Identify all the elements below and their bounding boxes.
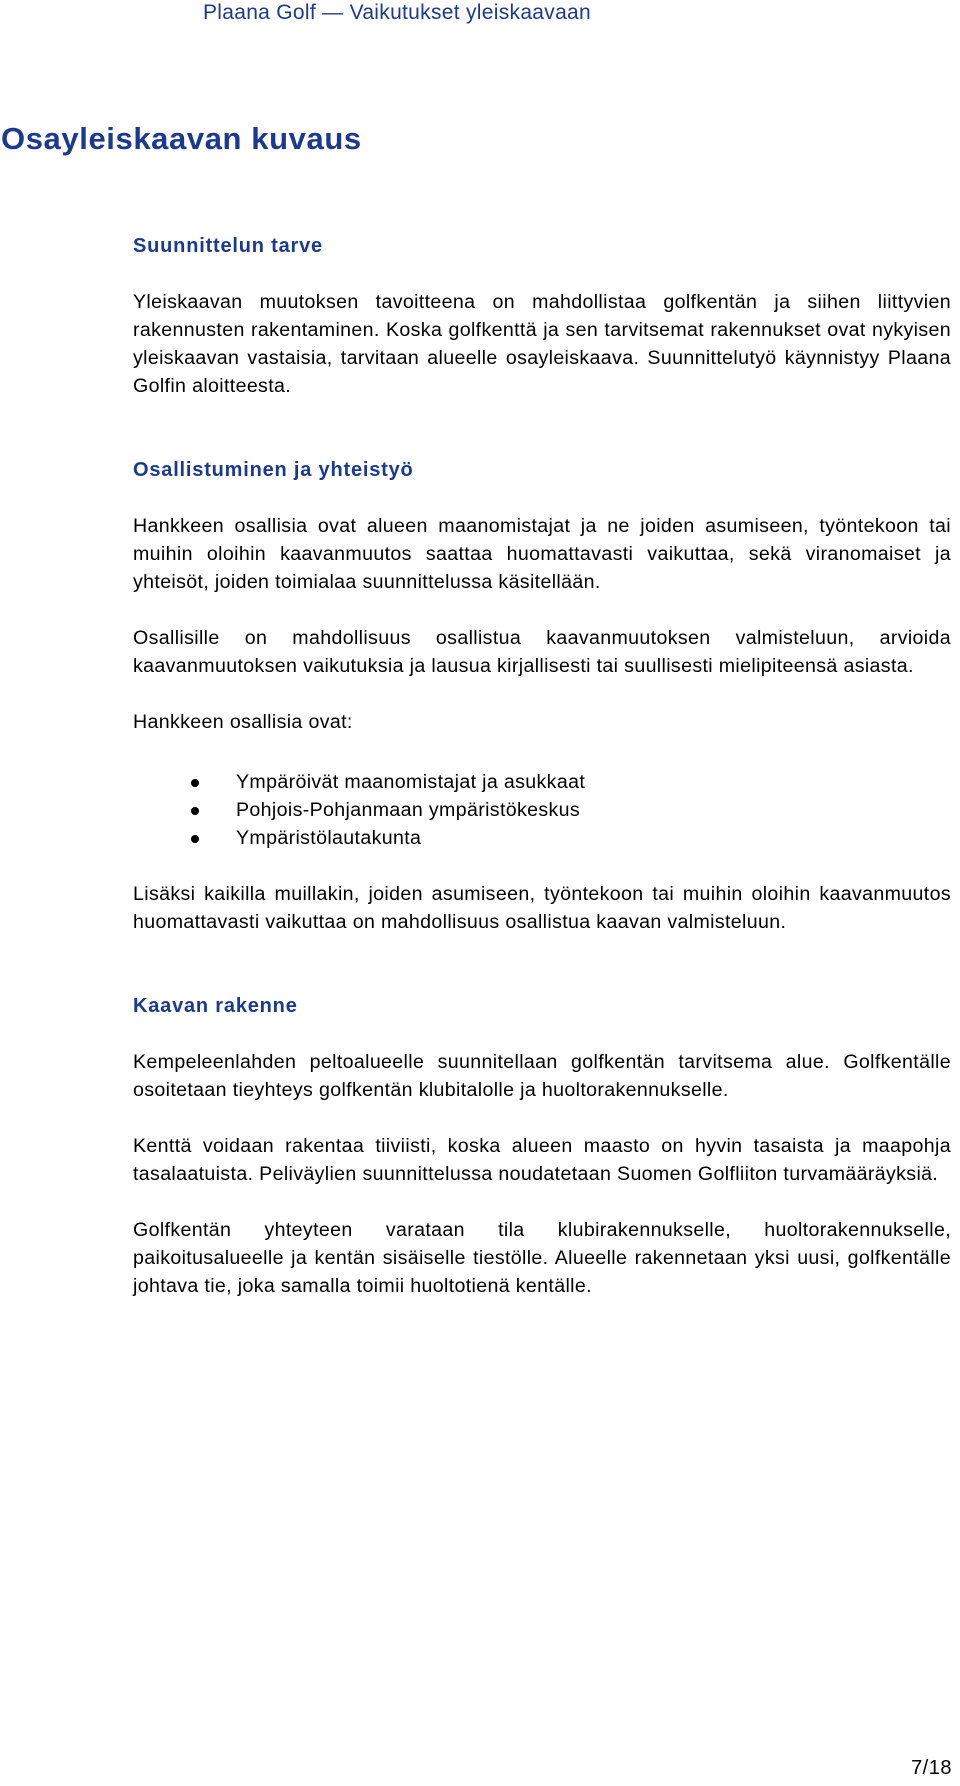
paragraph: Kempeleenlahden peltoalueelle suunnitellaan golfkentän tarvitsema alue. Golfkentälle osoitetaan tieyhteys golfkentän klubitalolle ja huoltorakennukselle. bbox=[133, 1051, 951, 1101]
list-item bbox=[133, 768, 951, 796]
section-heading: Suunnittelun tarve bbox=[133, 235, 323, 257]
bullet-icon bbox=[191, 779, 199, 787]
stakeholder-list bbox=[133, 768, 951, 852]
paragraph: Golfkentän yhteyteen varataan tila klubirakennukselle, huoltorakennukselle, paikoitusalueelle ja kentän sisäiselle tiestölle. Alueelle rakennetaan yksi uusi, golfkentälle johtava tie, joka samalla toimii huoltotienä kentälle. bbox=[133, 1219, 951, 1297]
section-kaavan-rakenne bbox=[133, 992, 951, 1300]
list-item-text: Ympäristölautakunta bbox=[236, 827, 422, 849]
paragraph: Osallisille on mahdollisuus osallistua kaavanmuutoksen valmisteluun, arvioida kaavanmuutoksen vaikutuksia ja lausua kirjallisesti tai suullisesti mielipiteensä asiasta. bbox=[133, 627, 951, 677]
section-heading: Osallistuminen ja yhteistyö bbox=[133, 459, 414, 481]
page-title: Osayleiskaavan kuvaus bbox=[1, 121, 362, 156]
bullet-icon bbox=[191, 835, 199, 843]
list-item-text: Ympäröivät maanomistajat ja asukkaat bbox=[236, 771, 586, 793]
paragraph: Hankkeen osallisia ovat: bbox=[133, 711, 353, 733]
paragraph: Yleiskaavan muutoksen tavoitteena on mahdollistaa golfkentän ja siihen liittyvien rakennusten rakentaminen. Koska golfkenttä ja sen tarvitsemat rakennukset ovat nykyisen yleiskaavan vastaisia, tarvitaan alueelle osayleiskaava. Suunnittelutyö käynnistyy Plaana Golfin aloitteesta. bbox=[133, 291, 951, 397]
section-heading: Kaavan rakenne bbox=[133, 995, 298, 1017]
list-item bbox=[133, 796, 951, 824]
paragraph: Hankkeen osallisia ovat alueen maanomistajat ja ne joiden asumiseen, työntekoon tai muihin oloihin kaavanmuutos saattaa huomattavasti vaikuttaa, sekä viranomaiset ja yhteisöt, joiden toimialaa suunnittelussa käsitellään. bbox=[133, 515, 951, 593]
bullet-icon bbox=[191, 807, 199, 815]
list-item-text: Pohjois-Pohjanmaan ympäristökeskus bbox=[236, 799, 581, 821]
section-osallistuminen bbox=[133, 456, 951, 936]
list-item bbox=[133, 824, 951, 852]
page-number: 7/18 bbox=[911, 1757, 952, 1779]
document-body bbox=[133, 232, 951, 1328]
running-header: Plaana Golf — Vaikutukset yleiskaavaan bbox=[202, 1, 592, 24]
paragraph: Kenttä voidaan rakentaa tiiviisti, koska alueen maasto on hyvin tasaista ja maapohja tasalaatuista. Peliväylien suunnittelussa noudatetaan Suomen Golfliiton turvamääräyksiä. bbox=[133, 1135, 951, 1185]
section-suunnittelun-tarve bbox=[133, 232, 951, 400]
paragraph: Lisäksi kaikilla muillakin, joiden asumiseen, työntekoon tai muihin oloihin kaavanmuutos huomattavasti vaikuttaa on mahdollisuus osallistua kaavan valmisteluun. bbox=[133, 883, 951, 933]
